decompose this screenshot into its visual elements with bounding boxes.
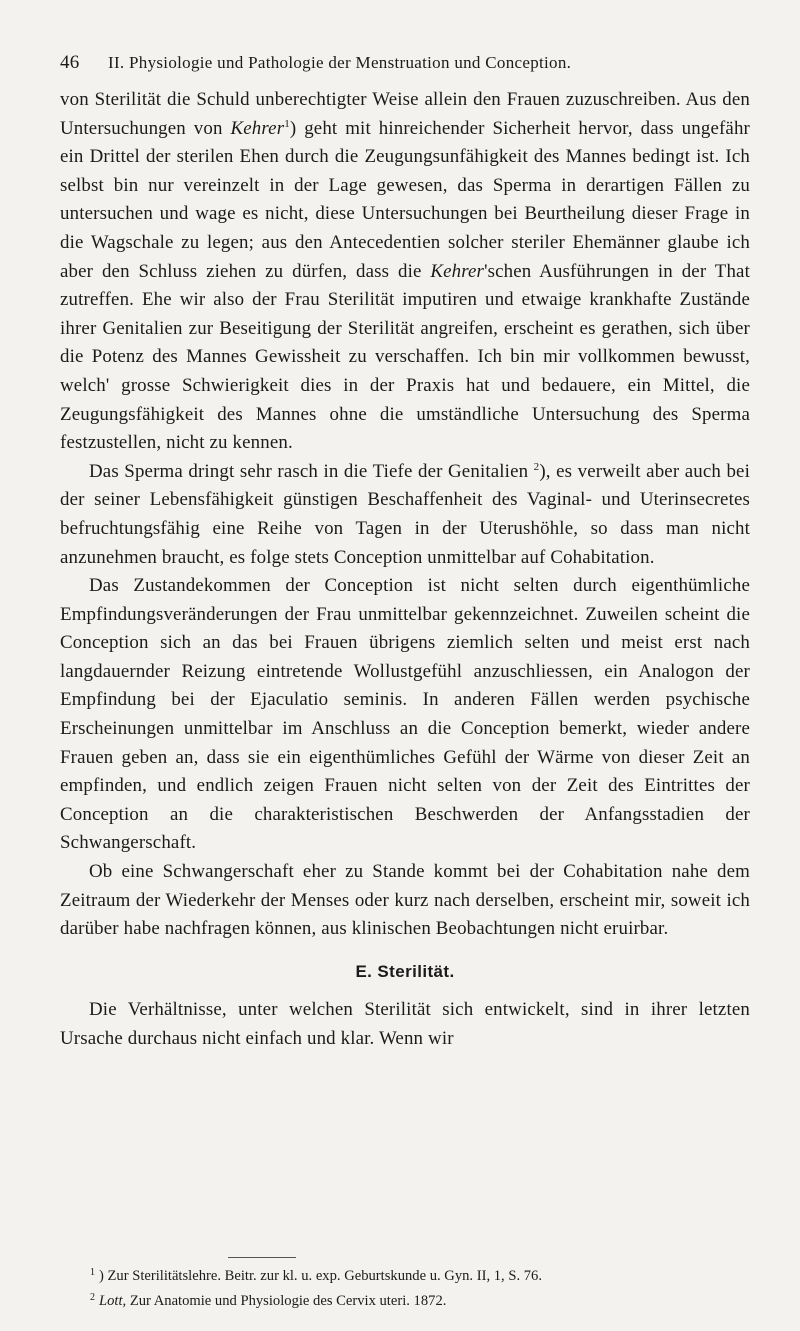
footnote-author: Lott, — [99, 1293, 127, 1309]
footnote-rule — [228, 1257, 296, 1258]
running-title: II. Physiologie und Pathologie der Menstruation und Conception. — [108, 53, 572, 72]
italic-name: Kehrer — [430, 260, 485, 282]
italic-name: Kehrer — [230, 117, 285, 139]
closing-paragraph: Die Verhältnisse, unter welchen Sterilität sich entwickelt, sind in ihrer letzten Ursache durchaus nicht einfach und klar. Wenn wir — [60, 999, 750, 1049]
footnote-reference: 1 — [284, 117, 290, 130]
footnote-text: ) Zur Sterilitätslehre. Beitr. zur kl. u. exp. Geburtskunde u. Gyn. II, 1, S. 76. — [99, 1268, 542, 1284]
paragraph-container — [60, 86, 750, 944]
section-heading: E. Sterilität. — [355, 961, 455, 981]
paragraph — [60, 572, 750, 858]
footnote-mark: 1 — [90, 1267, 95, 1278]
footnotes — [90, 1262, 750, 1312]
footnote-text: Zur Anatomie und Physiologie des Cervix uteri. 1872. — [126, 1293, 447, 1309]
text-run: von Sterilität die Schuld unberechtigter Weise allein den Frauen zuzuschreiben. Aus den Untersuchungen von — [60, 89, 750, 139]
paragraph — [60, 86, 750, 458]
paragraph — [60, 458, 750, 572]
text-run: ), es verweilt aber auch bei der seiner Lebensfähigkeit günstigen Beschaffenheit des Vaginal- und Uterinsecretes befruchtungsfähig eine Reihe von Tagen in der Uterushöhle, so dass man nicht anzunehmen braucht, es folge stets Conception unmittelbar auf Cohabitation. — [60, 460, 750, 568]
text-run: 'schen Ausführungen in der That zutreffen. Ehe wir also der Frau Sterilität imputiren und etwaige krankhafte Zustände ihrer Genitalien zur Beseitigung der Sterilität angreifen, erscheint es gerathen, sich über die Potenz des Mannes Gewissheit zu verschaffen. Ich bin mir vollkommen bewusst, welch' grosse Schwierigkeit dies in der Praxis hat und bedauere, ein Mittel, die Zeugungsfähigkeit des Mannes ohne die umständliche Untersuchung des Sperma festzustellen, nicht zu kennen. — [60, 260, 750, 454]
page-number: 46 — [60, 52, 80, 73]
footnote-mark: 2 — [90, 1292, 95, 1303]
body-text — [60, 86, 750, 1054]
text-run: Das Sperma dringt sehr rasch in die Tiefe der Genitalien — [89, 460, 534, 482]
footnote-2 — [90, 1287, 750, 1312]
text-run: Ob eine Schwangerschaft eher zu Stande kommt bei der Cohabitation nahe dem Zeitraum der Wiederkehr der Menses oder kurz nach derselben, erscheint mir, soweit ich darüber habe nachfragen können, aus klinischen Beobachtungen nicht eruirbar. — [60, 861, 750, 940]
text-run: ) geht mit hinreichender Sicherheit hervor, dass ungefähr ein Drittel der sterilen Ehen durch die Zeugungsunfähigkeit des Mannes bedingt ist. Ich selbst bin nur vereinzelt in der Lage gewesen, das Sperma in derartigen Fällen zu untersuchen und wage es nicht, diese Untersuchungen bei Beurtheilung dieser Frage in die Wagschale zu legen; aus den Antecedentien solcher steriler Ehemänner glaube ich aber den Schluss ziehen zu dürfen, dass die — [60, 117, 750, 282]
footnote-1 — [90, 1262, 750, 1287]
paragraph — [60, 858, 750, 944]
text-run: Das Zustandekommen der Conception ist nicht selten durch eigenthümliche Empfindungsveränderungen der Frau unmittelbar gekennzeichnet. Zuweilen scheint die Conception sich an das bei Frauen übrigens ziemlich selten und meist erst nach langdauernder Reizung eintretende Wollustgefühl anzuschliessen, ein Analogon der Empfindung bei der Ejaculatio seminis. In anderen Fällen werden psychische Erscheinungen unmittelbar im Anschluss an die Conception bemerkt, wieder andere Frauen geben an, dass sie ein eigenthümliches Gefühl der Wärme von dieser Zeit an empfinden, und endlich zeigen Frauen nicht selten von der Zeit des Eintrittes der Conception an die charakteristischen Beschwerden der Anfangsstadien der Schwangerschaft. — [60, 575, 750, 854]
footnote-reference: 2 — [533, 460, 540, 473]
